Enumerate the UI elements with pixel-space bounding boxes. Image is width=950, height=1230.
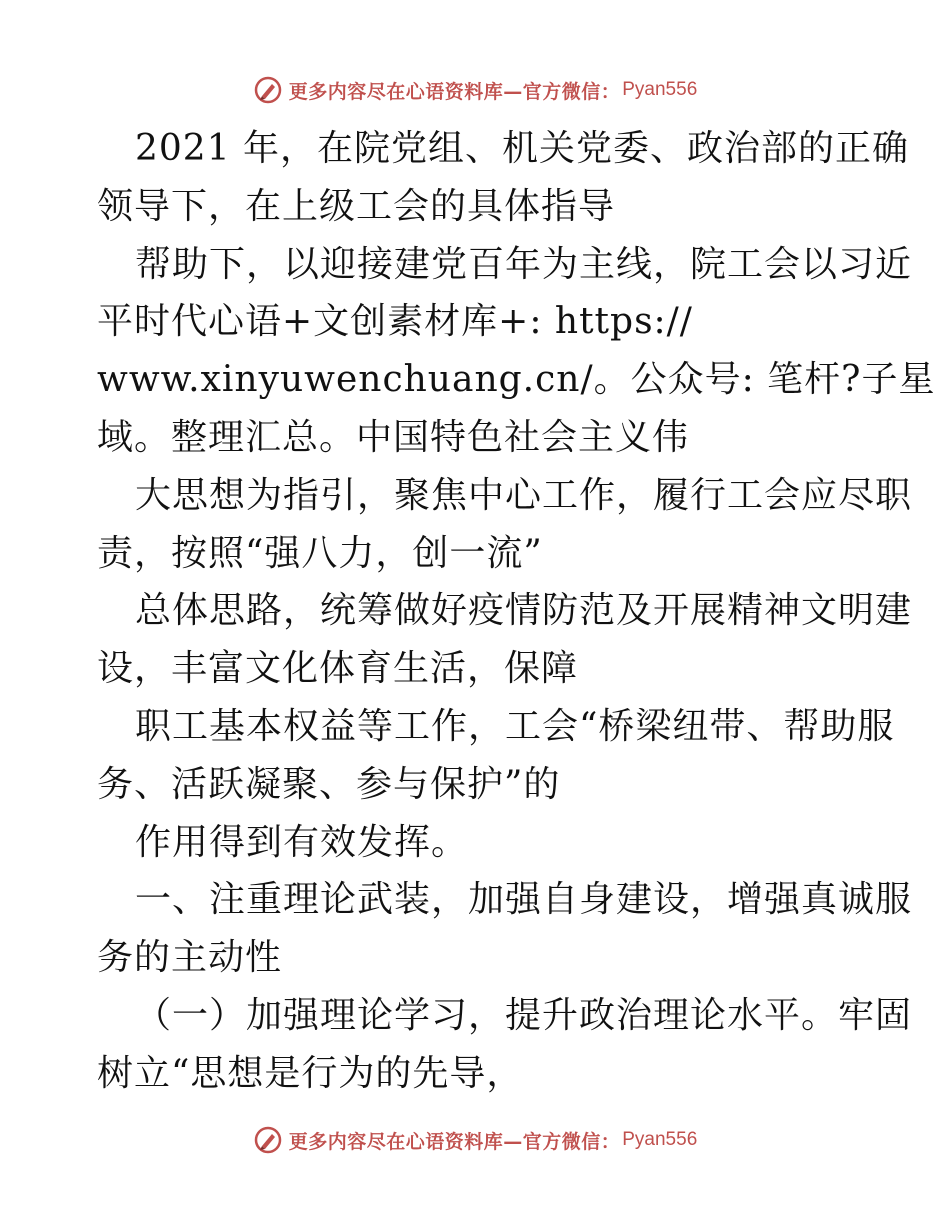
body-line: www.xinyuwenchuang.cn/。公众号: 笔杆?子星 — [97, 359, 936, 401]
header-watermark-banner — [0, 70, 950, 110]
body-line: 帮助下，以迎接建党百年为主线，院工会以习近 — [135, 243, 913, 285]
body-line: 平时代心语+文创素材库+: https:// — [97, 301, 693, 343]
header-banner-text: 更多内容尽在心语资料库—官方微信： — [288, 80, 621, 103]
body-line: 领导下，在上级工会的具体指导 — [97, 185, 616, 227]
subsection-heading: （一）加强理论学习，提升政治理论水平。牢固 — [135, 994, 913, 1036]
header-banner-wechat-id: Pyan556 — [622, 79, 698, 100]
section-heading: 一、注重理论武装，加强自身建设，增强真诚服 — [135, 879, 913, 921]
document-body — [97, 120, 936, 1103]
pen-logo-icon — [253, 1125, 283, 1155]
body-line: 域。整理汇总。中国特色社会主义伟 — [97, 416, 690, 458]
body-line: 作用得到有效发挥。 — [135, 821, 469, 863]
body-line: 设，丰富文化体育生活，保障 — [97, 648, 579, 690]
pen-logo-icon — [253, 75, 283, 105]
body-line: 责，按照“强八力，创一流” — [97, 532, 543, 574]
body-line: 大思想为指引，聚焦中心工作，履行工会应尽职 — [135, 474, 913, 516]
footer-banner-text: 更多内容尽在心语资料库—官方微信： — [288, 1130, 621, 1153]
footer-watermark-banner — [0, 1120, 950, 1160]
section-heading-continued: 务的主动性 — [97, 937, 283, 979]
body-line: 总体思路，统筹做好疫情防范及开展精神文明建 — [135, 590, 913, 632]
body-line: 树立“思想是行为的先导， — [97, 1052, 524, 1094]
footer-banner-wechat-id: Pyan556 — [622, 1129, 698, 1150]
body-line: 2021 年，在院党组、机关党委、政治部的正确 — [135, 128, 910, 169]
body-line: 务、活跃凝聚、参与保护”的 — [97, 763, 561, 805]
body-line: 职工基本权益等工作，工会“桥梁纽带、帮助服 — [135, 705, 895, 747]
